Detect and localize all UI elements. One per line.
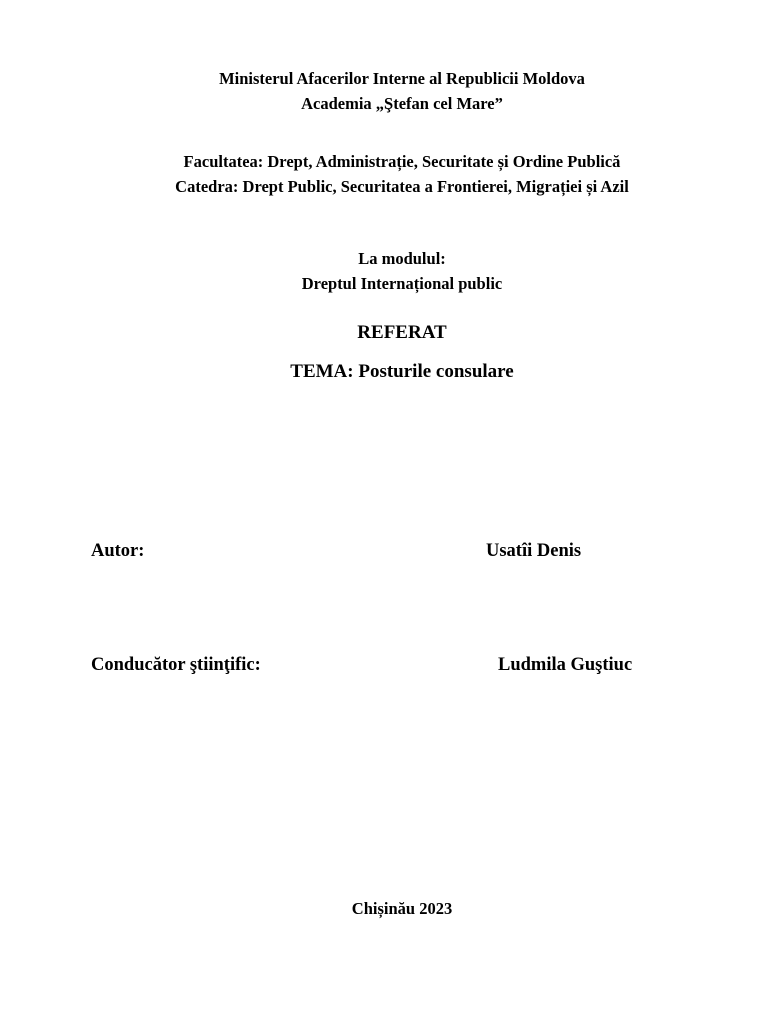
supervisor-name: Ludmila Guştiuc <box>498 655 633 675</box>
document-theme: TEMA: Posturile consulare <box>290 361 514 382</box>
supervisor-label: Conducător ştiinţific: <box>91 655 261 675</box>
ministry-title: Ministerul Afacerilor Interne al Republicii Moldova <box>219 69 585 88</box>
author-name: Usatîi Denis <box>486 541 582 561</box>
module-name: Dreptul Internațional public <box>301 274 503 293</box>
department-title: Catedra: Drept Public, Securitatea a Frontierei, Migrației și Azil <box>175 177 629 196</box>
faculty-title: Facultatea: Drept, Administrație, Securitate și Ordine Publică <box>183 152 621 171</box>
document-type: REFERAT <box>357 322 447 343</box>
author-label: Autor: <box>91 541 145 561</box>
module-label: La modulul: <box>358 249 446 268</box>
academy-title: Academia „Ştefan cel Mare” <box>301 94 503 113</box>
place-year: Chișinău 2023 <box>351 899 453 918</box>
